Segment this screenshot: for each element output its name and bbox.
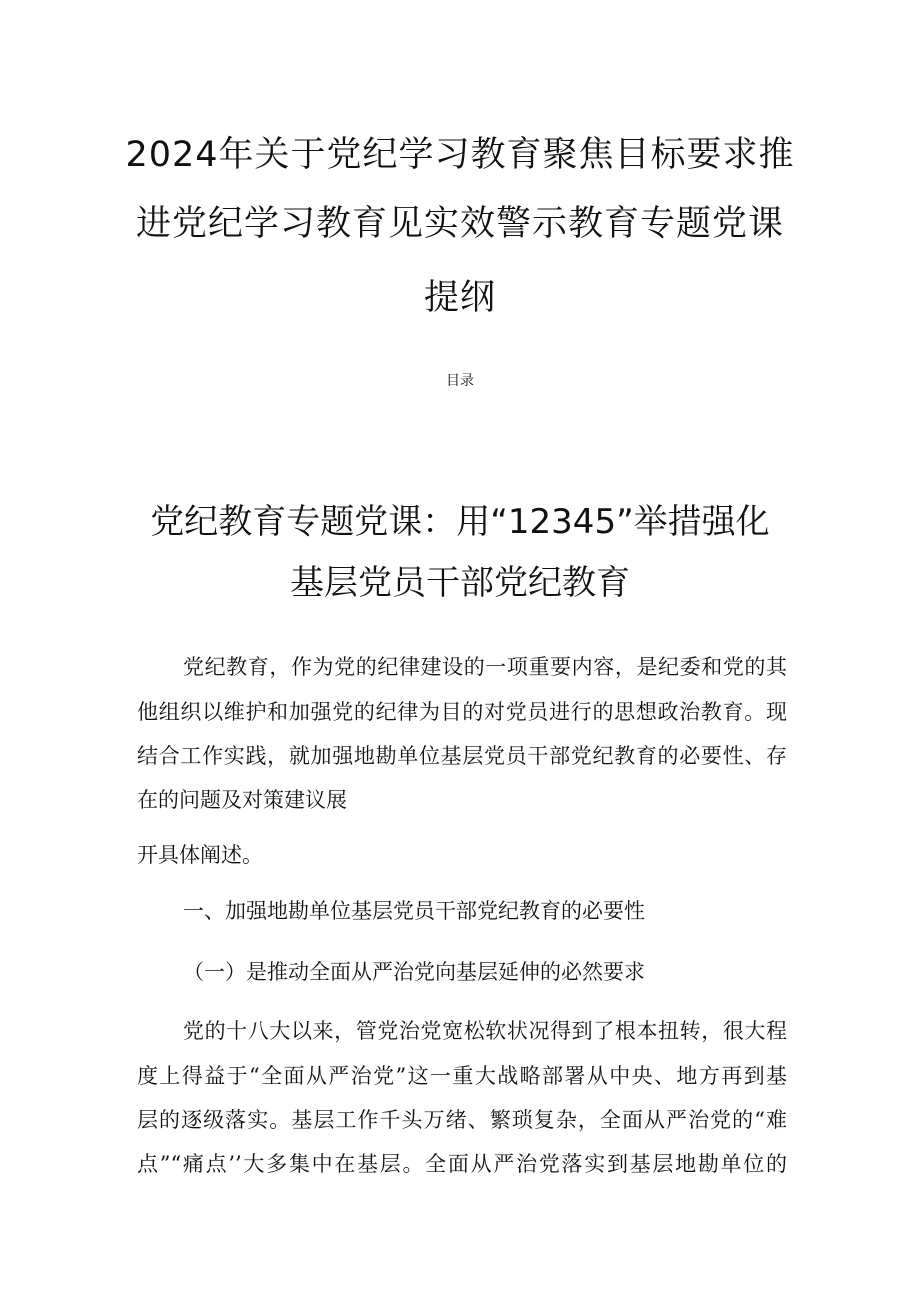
paragraph-1-line-4: 在的问题及对策建议展 <box>137 788 347 812</box>
paragraph-1-line-1: 党纪教育，作为党的纪律建设的一项重要内容，是纪委和党的其 <box>183 655 787 679</box>
document-title-line-1: 2024年关于党纪学习教育聚焦目标要求推 <box>125 135 795 175</box>
toc-label: 目录 <box>446 373 474 389</box>
document-title-line-2: 进党纪学习教育见实效警示教育专题党课 <box>135 204 784 244</box>
paragraph-2-line-4: 点”“痛点’’大多集中在基层。全面从严治党落实到基层地勘单位的 <box>137 1152 787 1176</box>
document-title-line-3: 提纲 <box>423 278 496 318</box>
paragraph-2-line-1: 党的十八大以来，管党治党宽松软状况得到了根本扭转，很大程 <box>183 1019 787 1043</box>
paragraph-1-tail: 开具体阐述。 <box>137 843 263 867</box>
heading-level-1: 一、加强地勘单位基层党员干部党纪教育的必要性 <box>183 899 645 923</box>
paragraph-2-line-2: 度上得益于“全面从严治党”这一重大战略部署从中央、地方再到基 <box>137 1064 787 1088</box>
section-title-line-1: 党纪教育专题党课：用“12345”举措强化 <box>150 502 770 542</box>
paragraph-1-line-3: 结合工作实践，就加强地勘单位基层党员干部党纪教育的必要性、存 <box>137 744 787 768</box>
heading-level-2: （一）是推动全面从严治党向基层延伸的必然要求 <box>183 960 645 984</box>
section-title-line-2: 基层党员干部党纪教育 <box>290 563 630 603</box>
paragraph-2-line-3: 层的逐级落实。基层工作千头万绪、繁琐复杂，全面从严治党的“难 <box>137 1108 787 1132</box>
paragraph-1-line-2: 他组织以维护和加强党的纪律为目的对党员进行的思想政治教育。现 <box>137 700 787 724</box>
